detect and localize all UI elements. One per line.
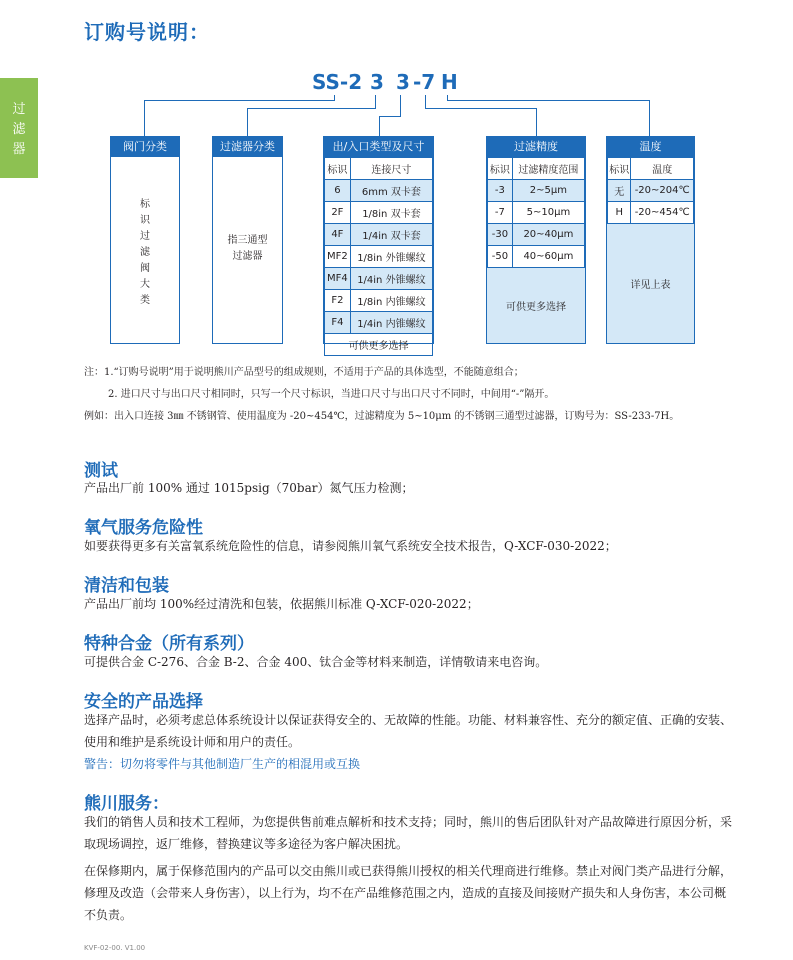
filter-category-header: 过滤器分类: [213, 137, 282, 157]
table-row: [325, 180, 433, 202]
valve-desc-char: 标: [140, 199, 150, 210]
more-options-note: 可供更多选择: [325, 334, 433, 356]
column-header: 温度: [631, 158, 694, 180]
code-part-precision: -7: [413, 70, 436, 94]
code-part-material: SS-2: [312, 70, 363, 94]
port-size: 6mm 双卡套: [350, 180, 432, 202]
side-tab-char: 过: [12, 102, 26, 117]
port-size: 1/4in 外锥螺纹: [350, 268, 432, 290]
table-header-row: [608, 158, 694, 180]
port-size: 1/8in 外锥螺纹: [350, 246, 432, 268]
valve-desc-char: 识: [140, 215, 150, 226]
port-type-table: [324, 157, 433, 356]
valve-desc-char: 类: [140, 295, 150, 306]
precision-code: -7: [488, 202, 513, 224]
precision-code: -30: [488, 224, 513, 246]
note-2: 2. 进口尺寸与出口尺寸相同时，只写一个尺寸标识，当进口尺寸与出口尺寸不同时，中间用“-”隔开。: [108, 389, 555, 400]
port-type-box: [323, 136, 434, 352]
code-part-temperature: H: [441, 70, 458, 94]
table-row: [488, 180, 585, 202]
document-code: KVF-02-00. V1.00: [84, 944, 146, 952]
page-heading: 订购号说明：: [84, 20, 210, 44]
port-code: 2F: [325, 202, 351, 224]
port-code: MF2: [325, 246, 351, 268]
temperature-code: 无: [608, 180, 631, 202]
section-text-safe-selection: 选择产品时，必须考虑总体系统设计以保证获得安全的、无故障的性能。功能、材料兼容性、充分的额定值、正确的安装、使用和维护是系统设计师和用户的责任。: [84, 713, 733, 749]
precision-header: 过滤精度: [487, 137, 585, 157]
filter-category-box: [212, 136, 283, 344]
table-row: [608, 202, 694, 224]
port-type-header: 出/入口类型及尺寸: [324, 137, 433, 157]
temperature-header: 温度: [607, 137, 694, 157]
side-category-tab: [0, 78, 38, 178]
temperature-table: [607, 157, 694, 224]
column-header: 标识: [325, 158, 351, 180]
table-row: [325, 268, 433, 290]
section-text-warranty: 在保修期内，属于保修范围内的产品可以交由熊川或已获得熊川授权的相关代理商进行维修。禁止对阀门类产品进行分解，修理及改造（会带来人身伤害），以上行为，均不在产品维修范围之内，造成的直接及间接财产损失和人身伤害，本公司概不负责。: [84, 864, 733, 922]
table-row: [325, 224, 433, 246]
example-note: 例如：出入口连接 3㎜ 不锈钢管、使用温度为 -20~454℃，过滤精度为 5~10μm 的不锈钢三通型过滤器，订购号为：SS-233-7H。: [84, 411, 680, 422]
section-title-service: 熊川服务：: [84, 794, 169, 814]
note-1: 注：1.“订购号说明”用于说明熊川产品型号的组成规则，不适用于产品的具体选型，不能随意组合；: [84, 367, 524, 378]
column-header: 过滤精度范围: [512, 158, 584, 180]
section-text-cleaning: 产品出厂前均 100%经过清洗和包装，依据熊川标准 Q-XCF-020-2022；: [84, 597, 479, 611]
port-size: 1/4in 内锥螺纹: [350, 312, 432, 334]
filter-desc-line: 指三通型: [227, 235, 268, 246]
table-header-row: [325, 158, 433, 180]
port-code: F2: [325, 290, 351, 312]
see-table-note: 详见上表: [607, 224, 694, 291]
valve-category-box: [110, 136, 180, 344]
valve-category-header: 阀门分类: [111, 137, 179, 157]
table-row: [488, 202, 585, 224]
precision-table: [487, 157, 585, 268]
temperature-code: H: [608, 202, 631, 224]
table-row: [488, 224, 585, 246]
table-row: [325, 290, 433, 312]
port-size: 1/8in 内锥螺纹: [350, 290, 432, 312]
table-row: [325, 246, 433, 268]
side-tab-char: 器: [12, 142, 26, 157]
table-row: [608, 180, 694, 202]
temperature-range: -20~454℃: [631, 202, 694, 224]
temperature-range: -20~204℃: [631, 180, 694, 202]
table-row: [488, 246, 585, 268]
section-title-alloys: 特种合金（所有系列）: [84, 634, 254, 654]
section-title-safe-selection: 安全的产品选择: [84, 692, 203, 712]
table-row: [325, 334, 433, 356]
section-title-testing: 测试: [84, 461, 118, 481]
valve-desc-char: 阀: [140, 263, 150, 274]
side-tab-char: 滤: [12, 122, 26, 137]
section-text-testing: 产品出厂前 100% 通过 1015psig（70bar）氮气压力检测；: [84, 481, 414, 495]
precision-range: 20~40μm: [512, 224, 584, 246]
port-code: 6: [325, 180, 351, 202]
table-row: [325, 312, 433, 334]
valve-desc-char: 大: [140, 279, 150, 290]
section-title-oxygen: 氧气服务危险性: [84, 518, 203, 538]
code-part-filter: 3: [396, 70, 410, 94]
table-row: [325, 202, 433, 224]
table-header-row: [488, 158, 585, 180]
more-options-note: 可供更多选择: [487, 268, 585, 313]
precision-box: [486, 136, 586, 344]
filter-desc-line: 过滤器: [232, 251, 263, 262]
column-header: 连接尺寸: [350, 158, 432, 180]
column-header: 标识: [608, 158, 631, 180]
section-text-alloys: 可提供合金 C-276、合金 B-2、合金 400、钛合金等材料来制造，详情敬请来电咨询。: [84, 655, 548, 669]
code-part-valve: 3: [370, 70, 384, 94]
port-size: 1/4in 双卡套: [350, 224, 432, 246]
temperature-box: [606, 136, 695, 344]
column-header: 标识: [488, 158, 513, 180]
port-size: 1/8in 双卡套: [350, 202, 432, 224]
precision-code: -50: [488, 246, 513, 268]
precision-range: 40~60μm: [512, 246, 584, 268]
valve-desc-char: 滤: [140, 247, 150, 258]
section-text-oxygen: 如要获得更多有关富氧系统危险性的信息，请参阅熊川氧气系统安全技术报告，Q-XCF-030-2022；: [84, 539, 617, 553]
port-code: MF4: [325, 268, 351, 290]
port-code: 4F: [325, 224, 351, 246]
port-code: F4: [325, 312, 351, 334]
section-title-cleaning: 清洁和包装: [84, 576, 169, 596]
precision-range: 2~5μm: [512, 180, 584, 202]
precision-code: -3: [488, 180, 513, 202]
section-text-service: 我们的销售人员和技术工程师，为您提供售前难点解析和技术支持；同时，熊川的售后团队针对产品故障进行原因分析，采取现场调控，返厂维修，替换建议等多途径为客户解决困扰。: [84, 815, 733, 851]
warning-text: 警告：切勿将零件与其他制造厂生产的相混用或互换: [84, 757, 361, 771]
precision-range: 5~10μm: [512, 202, 584, 224]
valve-desc-char: 过: [140, 231, 150, 242]
